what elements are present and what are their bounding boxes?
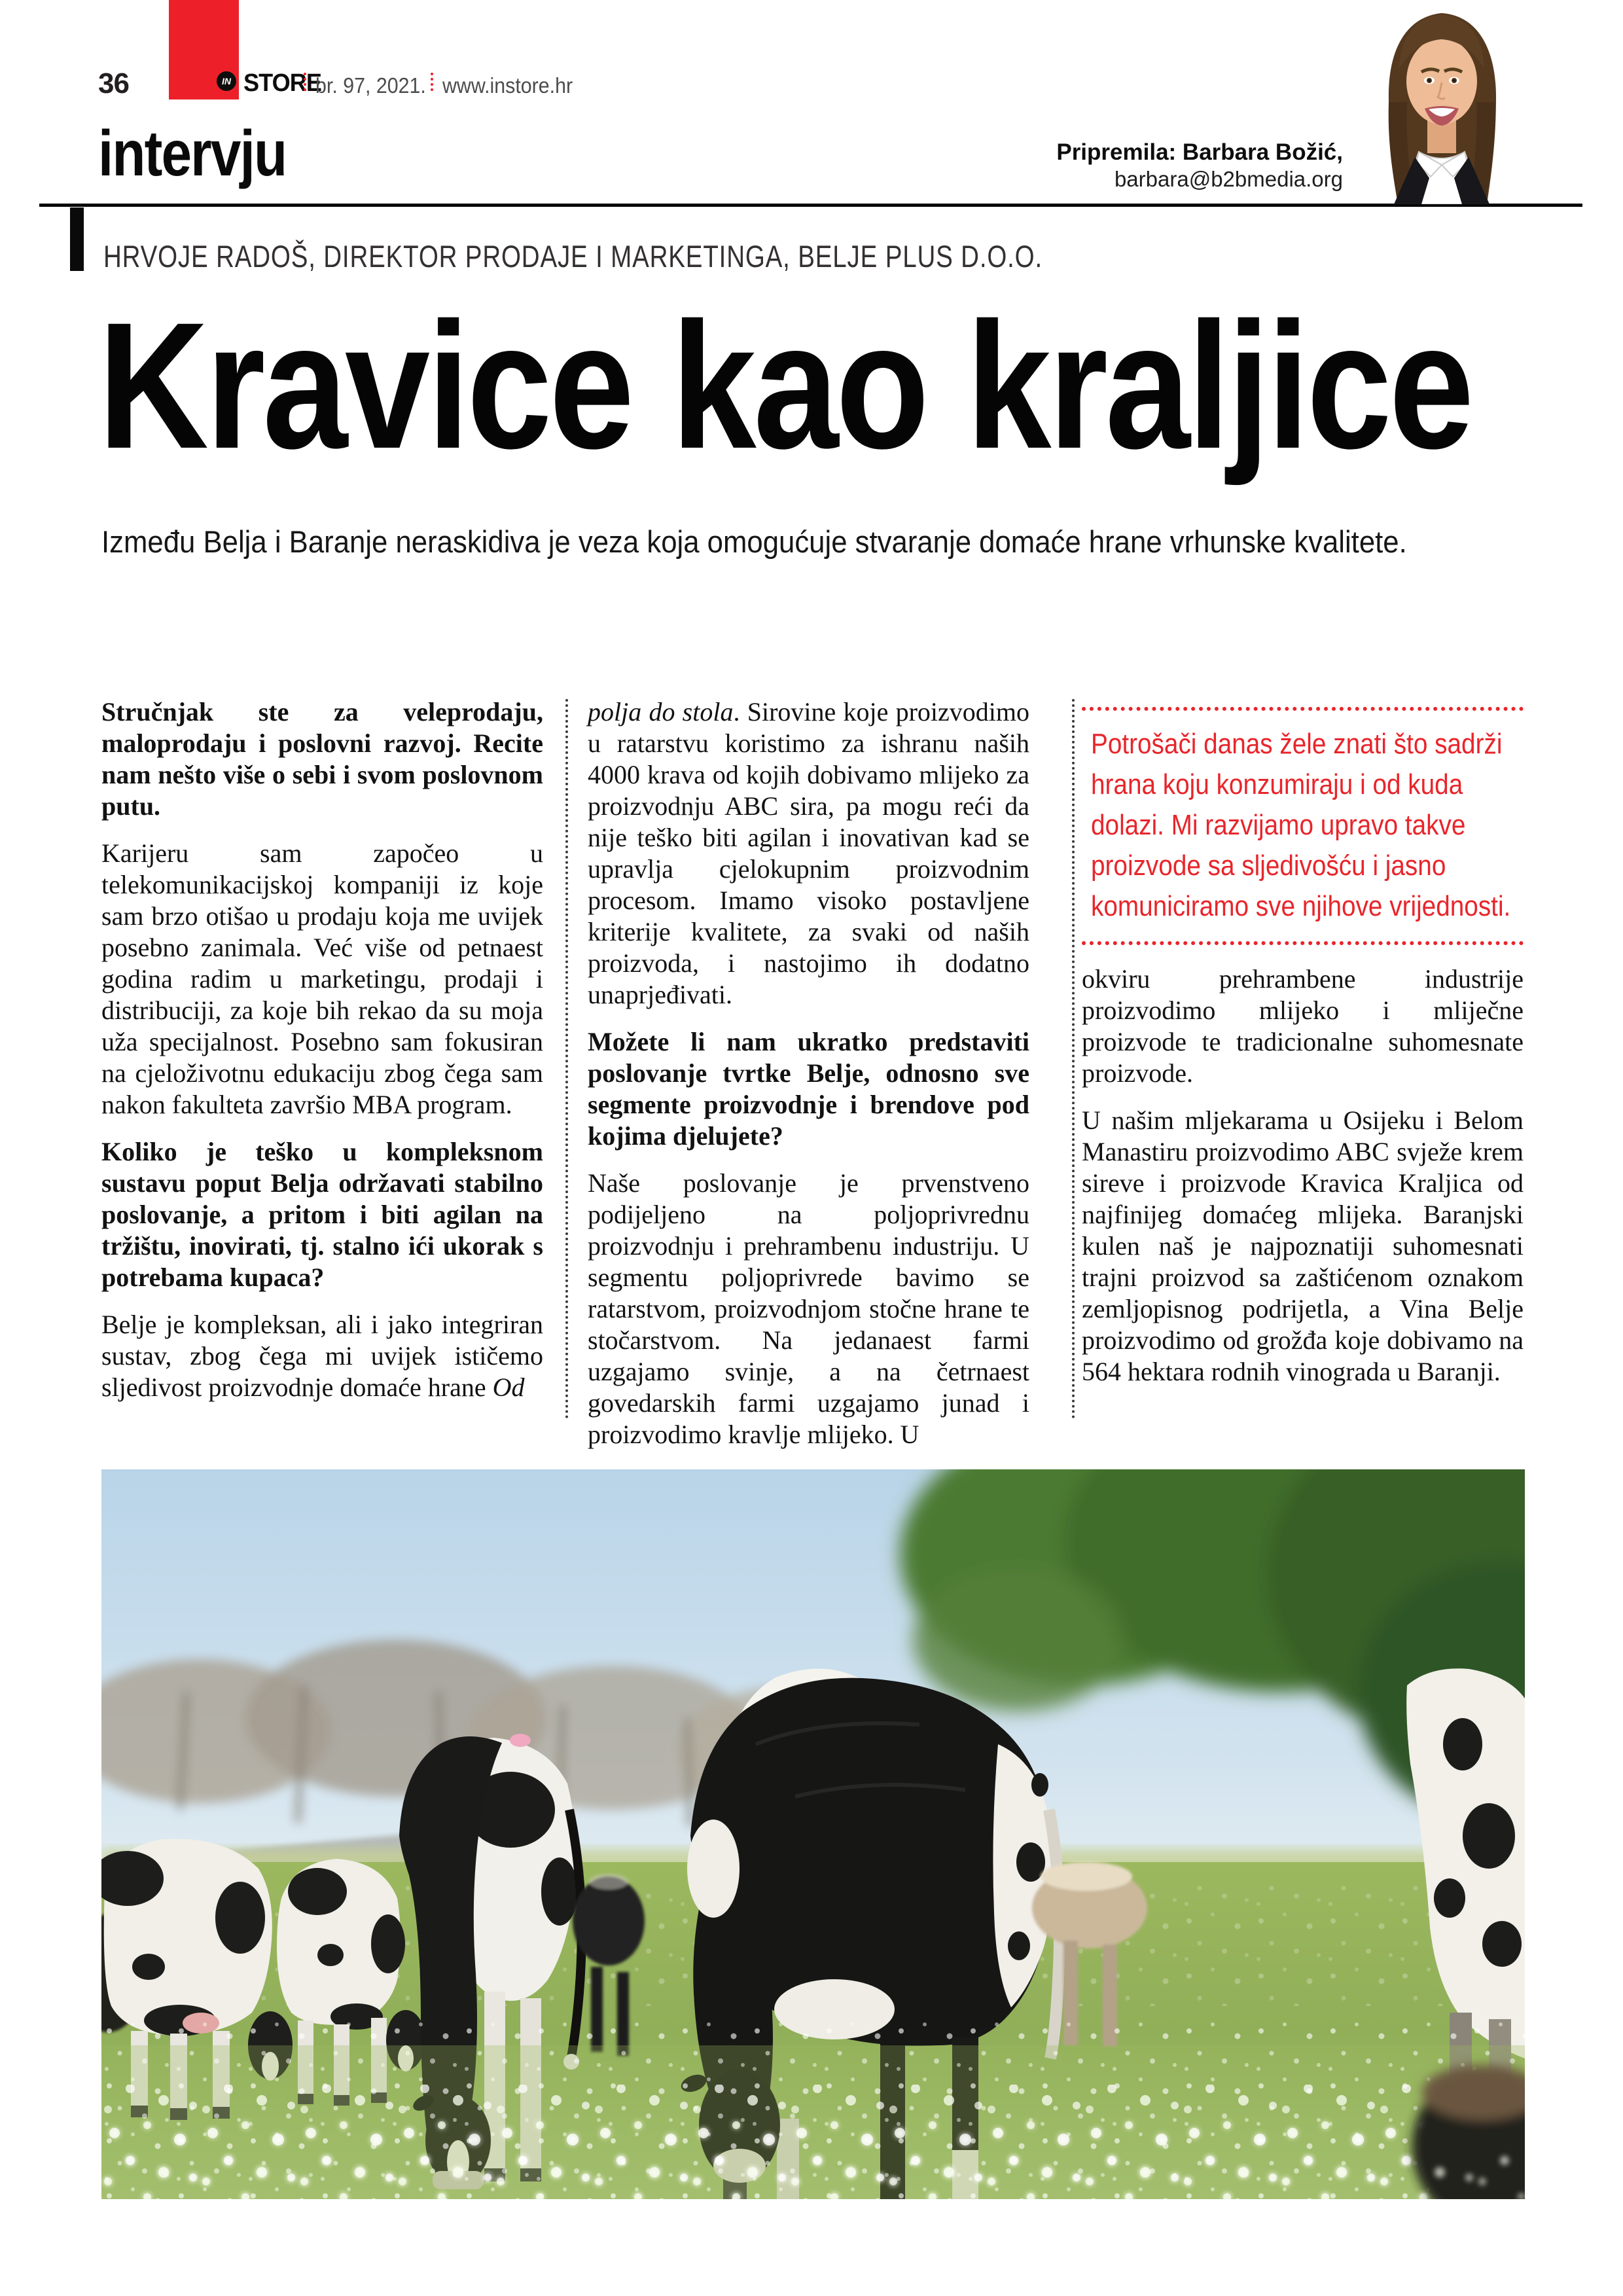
text-run: U našim mljekarama u Osijeku i Belom Manastiru proizvodimo ABC svježe krem sireve i proizvode Kravica Kraljica od najfinijeg domaćeg mlijeka. Baranjski kulen naš je najpoznatiji suhomesnati trajni proizvod sa zaštićenom oznakom zemljopisnog podrijetla, a Vina Belje proizvodimo od grožđa koje dobivamo na 564 hektara rodnih vinograda u Baranji. xyxy=(1082,1105,1524,1386)
paragraph xyxy=(588,696,1029,1011)
paragraph xyxy=(588,1168,1029,1450)
paragraph xyxy=(101,696,543,822)
section-title: intervju xyxy=(98,117,287,189)
kicker-text: HRVOJE RADOŠ, DIREKTOR PRODAJE I MARKETINGA, BELJE PLUS D.O.O. xyxy=(103,239,1043,274)
cows-photo-illustration xyxy=(101,1469,1525,2199)
author-portrait-photo xyxy=(1359,4,1525,204)
text-run: Karijeru sam započeo u telekomunikacijskoj kompaniji iz koje sam brzo otišao u prodaju koja me uvijek posebno zanimala. Već više od petnaest godina radim u marketingu, prodaji i distribuciji, za koje bih rekao da su moja uža specijalnost. Posebno sam fokusiran na cjeloživotnu edukaciju zbog čega sam nakon fakulteta završio MBA program. xyxy=(101,838,543,1119)
headline: Kravice kao kraljice xyxy=(98,285,1472,486)
masthead-dotted-separator xyxy=(431,73,433,91)
byline-block xyxy=(1056,139,1343,192)
paragraph xyxy=(101,838,543,1121)
kicker-bar xyxy=(70,207,84,271)
logo-in-text: IN xyxy=(222,76,231,86)
prepared-email: barbara@b2bmedia.org xyxy=(1114,167,1343,191)
page-number: 36 xyxy=(98,67,129,99)
text-run: okviru prehrambene industrije proizvodimo mlijeko i mliječne proizvode te tradicionalne suhomesnate proizvode. xyxy=(1082,964,1524,1088)
text-run: . Sirovine koje proizvodimo u ratarstvu koristimo za ishranu naših 4000 krava od kojih dobivamo mlijeko za proizvodnju ABC sira, pa mogu reći da nije teško biti agilan i inovativan kad se upravlja cjelokupnim proizvodnim procesom. Imamo visoko postavljene kriterije kvalitete, za svaki od naših proizvoda, i nastojimo ih dodatno unaprjeđivati. xyxy=(588,697,1029,1009)
text-run: Koliko je teško u kompleksnom sustavu poput Belja održavati stabilno poslovanje, a pritom i biti agilan na tržištu, inovirati, tj. stalno ići ukorak s potrebama kupaca? xyxy=(101,1137,543,1292)
portrait-illustration xyxy=(1359,4,1525,204)
article-column-1 xyxy=(101,696,543,1419)
deck-text: Između Belja i Baranje neraskidiva je veza koja omogućuje stvaranje domaće hrane vrhunske kvalitete. xyxy=(101,524,1407,559)
column-dotted-rule xyxy=(565,699,568,1419)
text-run: Možete li nam ukratko predstaviti poslovanje tvrtke Belje, odnosno sve segmente proizvodnje i brendove pod kojima djelujete? xyxy=(588,1027,1029,1151)
paragraph xyxy=(101,1136,543,1293)
article-column-3-text xyxy=(1082,963,1524,1388)
issue-number: br. 97, 2021. xyxy=(315,73,426,98)
paragraph xyxy=(101,1309,543,1403)
pull-quote-text: Potrošači danas žele znati što sadrži hrana koju konzumiraju i od kuda dolazi. Mi razvijamo upravo takve proizvode sa sljedivošću i jasno komuniciramo sve njihove vrijednosti. xyxy=(1091,728,1511,922)
column-dotted-rule xyxy=(1072,699,1075,1419)
website-url: www.instore.hr xyxy=(442,73,573,98)
paragraph xyxy=(1082,963,1524,1089)
logo-store-text: STORE xyxy=(243,69,321,97)
article-column-3 xyxy=(1082,696,1524,1403)
cows-photo xyxy=(101,1469,1525,2199)
masthead-dotted-separator xyxy=(304,73,306,91)
header-rule xyxy=(39,204,1582,207)
instore-logo-icon xyxy=(217,71,236,91)
pull-quote xyxy=(1082,707,1524,945)
article-column-2 xyxy=(588,696,1029,1466)
text-run: Stručnjak ste za veleprodaju, maloprodaju i poslovni razvoj. Recite nam nešto više o sebi i svom poslovnom putu. xyxy=(101,697,543,821)
prepared-by: Pripremila: Barbara Božić, xyxy=(1056,139,1343,165)
text-run: polja do stola xyxy=(588,697,734,726)
text-run: Naše poslovanje je prvenstveno podijeljeno na poljoprivrednu proizvodnju i prehrambenu industriju. U segmentu poljoprivrede bavimo se ratarstvom, proizvodnjom stočne hrane te stočarstvom. Na jedanaest farmi uzgajamo svinje, a na četrnaest govedarskih farmi uzgajamo junad i proizvodimo kravlje mlijeko. U xyxy=(588,1168,1029,1449)
text-run: Od xyxy=(492,1372,525,1402)
paragraph xyxy=(588,1026,1029,1152)
text-run: Belje je kompleksan, ali i jako integriran sustav, zbog čega mi uvijek ističemo sljedivost proizvodnje domaće hrane xyxy=(101,1310,543,1402)
paragraph xyxy=(1082,1105,1524,1388)
